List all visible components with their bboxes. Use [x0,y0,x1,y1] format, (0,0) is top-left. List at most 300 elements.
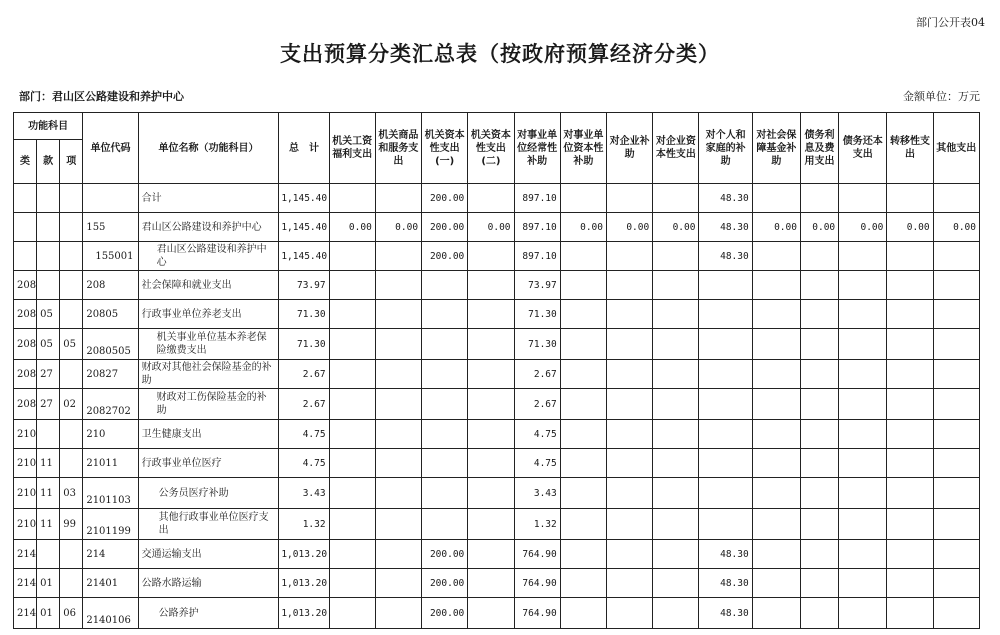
amount-cell [468,509,514,540]
amount-cell [468,389,514,420]
kuan-cell [37,213,60,242]
table-row [14,420,980,449]
amount-cell [329,540,375,569]
amount-cell [606,540,652,569]
xiang-cell [60,569,83,598]
kuan-cell: 11 [37,478,60,509]
amount-cell [933,449,979,478]
amount-cell [800,300,838,329]
amount-cell [375,329,421,360]
xiang-cell: 99 [60,509,83,540]
header-col: 对企业资本性支出 [653,113,699,184]
unit-name-cell: 公路养护 [138,598,279,629]
amount-cell [606,360,652,389]
header-col: 对个人和家庭的补助 [699,113,752,184]
unit-name-cell: 机关事业单位基本养老保险缴费支出 [138,329,279,360]
kuan-cell: 05 [37,300,60,329]
amount-cell [653,598,699,629]
amount-cell [422,329,468,360]
unit-name-cell: 财政对其他社会保险基金的补助 [138,360,279,389]
header-lei: 类 [14,140,37,184]
amount-cell [653,271,699,300]
header-col: 转移性支出 [887,113,933,184]
header-col: 机关资本性支出(二) [468,113,514,184]
xiang-cell [60,540,83,569]
total-cell: 1,013.20 [279,569,329,598]
amount-cell [933,300,979,329]
kuan-cell: 11 [37,509,60,540]
amount-cell [653,449,699,478]
amount-cell [468,300,514,329]
amount-cell: 4.75 [514,449,560,478]
header-col: 机关资本性支出(一) [422,113,468,184]
amount-cell [606,329,652,360]
amount-cell [752,389,800,420]
amount-cell [887,329,933,360]
amount-cell [699,360,752,389]
unit-name-cell: 公务员医疗补助 [138,478,279,509]
amount-cell [933,360,979,389]
xiang-cell [60,213,83,242]
table-row [14,598,980,629]
amount-cell [839,540,887,569]
amount-cell [887,598,933,629]
amount-cell [699,420,752,449]
amount-cell [468,540,514,569]
unit-name-cell: 行政事业单位养老支出 [138,300,279,329]
amount-cell [329,271,375,300]
table-row [14,540,980,569]
total-cell: 1,013.20 [279,598,329,629]
amount-cell [839,478,887,509]
amount-cell [606,242,652,271]
amount-cell: 3.43 [514,478,560,509]
total-cell: 73.97 [279,271,329,300]
amount-cell [933,389,979,420]
amount-cell [887,478,933,509]
amount-cell: 0.00 [606,213,652,242]
amount-cell [933,329,979,360]
unit-name-cell: 君山区公路建设和养护中心 [138,213,279,242]
amount-cell [606,271,652,300]
kuan-cell [37,184,60,213]
kuan-cell: 05 [37,329,60,360]
table-row [14,213,980,242]
amount-cell [329,242,375,271]
amount-cell [800,360,838,389]
amount-cell [468,360,514,389]
amount-cell [375,271,421,300]
amount-cell [752,449,800,478]
lei-cell [14,242,37,271]
unit-name-cell: 财政对工伤保险基金的补助 [138,389,279,420]
amount-cell [887,449,933,478]
amount-cell [606,300,652,329]
amount-cell [375,184,421,213]
amount-cell: 200.00 [422,242,468,271]
amount-cell [752,420,800,449]
header-col: 对企业补助 [606,113,652,184]
amount-cell [329,449,375,478]
total-cell: 71.30 [279,300,329,329]
lei-cell: 210 [14,420,37,449]
header-col: 其他支出 [933,113,979,184]
unit-name-cell: 行政事业单位医疗 [138,449,279,478]
amount-cell: 0.00 [887,213,933,242]
amount-cell [560,449,606,478]
amount-cell [606,420,652,449]
amount-cell [468,242,514,271]
amount-cell [839,329,887,360]
xiang-cell [60,242,83,271]
amount-cell [560,329,606,360]
amount-cell [699,300,752,329]
amount-cell [699,478,752,509]
amount-cell [653,509,699,540]
amount-cell [933,569,979,598]
amount-cell [468,271,514,300]
amount-cell [752,598,800,629]
amount-cell [653,420,699,449]
amount-cell [933,540,979,569]
kuan-cell: 01 [37,569,60,598]
amount-cell [839,569,887,598]
total-cell: 2.67 [279,360,329,389]
amount-cell [887,420,933,449]
kuan-cell: 27 [37,360,60,389]
amount-cell: 71.30 [514,300,560,329]
amount-cell: 200.00 [422,213,468,242]
amount-cell: 0.00 [653,213,699,242]
amount-cell [560,300,606,329]
total-cell: 3.43 [279,478,329,509]
amount-cell [800,242,838,271]
amount-cell: 48.30 [699,213,752,242]
lei-cell: 214 [14,569,37,598]
lei-cell: 208 [14,300,37,329]
amount-cell: 764.90 [514,540,560,569]
amount-cell [887,389,933,420]
amount-cell: 200.00 [422,598,468,629]
lei-cell [14,213,37,242]
unit-name-cell: 君山区公路建设和养护中心 [138,242,279,271]
unit-name-cell: 社会保障和就业支出 [138,271,279,300]
table-row [14,360,980,389]
amount-cell [375,509,421,540]
amount-cell [653,389,699,420]
header-total: 总 计 [279,113,329,184]
table-row [14,389,980,420]
amount-cell: 48.30 [699,540,752,569]
header-col: 对事业单位经常性补助 [514,113,560,184]
amount-cell [839,389,887,420]
amount-cell [375,360,421,389]
amount-cell [375,389,421,420]
amount-cell [800,184,838,213]
amount-cell [329,329,375,360]
amount-cell [933,271,979,300]
amount-cell: 0.00 [560,213,606,242]
form-code: 部门公开表04 [916,16,985,29]
header-func-group: 功能科目 [14,113,83,140]
amount-cell [606,598,652,629]
amount-cell [752,329,800,360]
xiang-cell: 05 [60,329,83,360]
xiang-cell [60,300,83,329]
amount-cell: 897.10 [514,213,560,242]
amount-cell [699,329,752,360]
amount-cell [752,271,800,300]
xiang-cell: 02 [60,389,83,420]
amount-cell: 764.90 [514,569,560,598]
unit-code-cell: 2101103 [83,478,138,509]
amount-cell [752,569,800,598]
unit-code-cell: 155 [83,213,138,242]
unit-code-cell: 2080505 [83,329,138,360]
amount-cell [606,389,652,420]
amount-cell [329,360,375,389]
table-row [14,329,980,360]
unit-code-cell: 21011 [83,449,138,478]
amount-cell [329,478,375,509]
amount-cell [887,300,933,329]
unit-code-cell [83,184,138,213]
amount-cell [560,540,606,569]
amount-cell [468,478,514,509]
amount-cell [375,449,421,478]
amount-cell [468,569,514,598]
amount-cell [653,329,699,360]
total-cell: 2.67 [279,389,329,420]
amount-cell [699,509,752,540]
amount-cell [933,509,979,540]
xiang-cell [60,449,83,478]
amount-cell: 2.67 [514,360,560,389]
xiang-cell [60,420,83,449]
total-cell: 4.75 [279,449,329,478]
amount-unit-label: 金额单位：万元 [903,90,980,103]
amount-cell [375,300,421,329]
kuan-cell [37,420,60,449]
amount-cell [422,300,468,329]
lei-cell [14,184,37,213]
amount-cell [329,300,375,329]
amount-cell [606,184,652,213]
amount-cell [468,449,514,478]
unit-name-cell: 卫生健康支出 [138,420,279,449]
table-row [14,569,980,598]
amount-cell [468,598,514,629]
table-row [14,300,980,329]
lei-cell: 210 [14,449,37,478]
page-title: 支出预算分类汇总表（按政府预算经济分类） [280,42,720,66]
amount-cell: 0.00 [375,213,421,242]
amount-cell: 48.30 [699,184,752,213]
lei-cell: 208 [14,329,37,360]
amount-cell [800,509,838,540]
amount-cell [800,449,838,478]
amount-cell: 0.00 [933,213,979,242]
amount-cell [800,389,838,420]
amount-cell [839,271,887,300]
kuan-cell: 11 [37,449,60,478]
total-cell: 1,145.40 [279,184,329,213]
unit-code-cell: 20805 [83,300,138,329]
unit-code-cell: 214 [83,540,138,569]
lei-cell: 210 [14,509,37,540]
total-cell: 1,145.40 [279,242,329,271]
amount-cell [422,271,468,300]
amount-cell: 0.00 [839,213,887,242]
lei-cell: 208 [14,360,37,389]
amount-cell [752,540,800,569]
amount-cell [422,478,468,509]
amount-cell [422,420,468,449]
amount-cell [933,242,979,271]
unit-name-cell: 其他行政事业单位医疗支出 [138,509,279,540]
amount-cell [375,540,421,569]
amount-cell [468,329,514,360]
amount-cell [560,420,606,449]
amount-cell [560,509,606,540]
lei-cell: 210 [14,478,37,509]
amount-cell [329,184,375,213]
amount-cell [752,509,800,540]
amount-cell [839,184,887,213]
amount-cell [329,389,375,420]
amount-cell [329,509,375,540]
table-row [14,478,980,509]
kuan-cell [37,540,60,569]
amount-cell: 0.00 [468,213,514,242]
table-row [14,271,980,300]
amount-cell [653,478,699,509]
amount-cell: 48.30 [699,569,752,598]
amount-cell [375,598,421,629]
unit-code-cell: 21401 [83,569,138,598]
amount-cell [606,569,652,598]
amount-cell: 200.00 [422,540,468,569]
amount-cell: 1.32 [514,509,560,540]
unit-name-cell: 交通运输支出 [138,540,279,569]
amount-cell [606,509,652,540]
xiang-cell [60,271,83,300]
amount-cell [839,300,887,329]
amount-cell [653,300,699,329]
amount-cell [887,540,933,569]
header-col: 机关商品和服务支出 [375,113,421,184]
amount-cell [839,509,887,540]
amount-cell [887,569,933,598]
amount-cell [653,360,699,389]
header-kuan: 款 [37,140,60,184]
amount-cell [752,300,800,329]
amount-cell: 73.97 [514,271,560,300]
total-cell: 4.75 [279,420,329,449]
xiang-cell: 03 [60,478,83,509]
amount-cell [887,242,933,271]
amount-cell [800,329,838,360]
amount-cell: 897.10 [514,184,560,213]
unit-code-cell: 20827 [83,360,138,389]
amount-cell [699,449,752,478]
amount-cell [606,478,652,509]
amount-cell [752,478,800,509]
amount-cell [422,449,468,478]
amount-cell: 48.30 [699,598,752,629]
total-cell: 71.30 [279,329,329,360]
table-body [14,184,980,629]
lei-cell: 214 [14,598,37,629]
amount-cell [933,420,979,449]
kuan-cell [37,271,60,300]
amount-cell: 48.30 [699,242,752,271]
amount-cell [887,184,933,213]
budget-summary-table [13,112,980,629]
unit-code-cell: 2140106 [83,598,138,629]
amount-cell [839,420,887,449]
amount-cell [699,389,752,420]
kuan-cell: 01 [37,598,60,629]
header-unit-name: 单位名称（功能科目） [138,113,279,184]
amount-cell [800,569,838,598]
total-cell: 1.32 [279,509,329,540]
amount-cell [752,242,800,271]
amount-cell [839,242,887,271]
amount-cell: 0.00 [800,213,838,242]
amount-cell [329,569,375,598]
amount-cell [329,420,375,449]
amount-cell: 764.90 [514,598,560,629]
lei-cell: 208 [14,389,37,420]
amount-cell [560,360,606,389]
amount-cell: 2.67 [514,389,560,420]
amount-cell [375,478,421,509]
amount-cell: 0.00 [752,213,800,242]
amount-cell [422,389,468,420]
amount-cell: 4.75 [514,420,560,449]
header-col: 机关工资福利支出 [329,113,375,184]
amount-cell [800,271,838,300]
xiang-cell [60,360,83,389]
department-label: 部门：君山区公路建设和养护中心 [19,90,184,103]
amount-cell: 0.00 [329,213,375,242]
amount-cell [839,598,887,629]
amount-cell [560,184,606,213]
header-col: 对社会保障基金补助 [752,113,800,184]
header-col: 债务利息及费用支出 [800,113,838,184]
table-header [14,113,980,184]
amount-cell [800,478,838,509]
unit-name-cell: 公路水路运输 [138,569,279,598]
amount-cell [933,478,979,509]
unit-code-cell: 2082702 [83,389,138,420]
amount-cell [653,569,699,598]
unit-code-cell: 210 [83,420,138,449]
unit-name-cell: 合计 [138,184,279,213]
amount-cell [887,360,933,389]
unit-code-cell: 208 [83,271,138,300]
amount-cell [839,360,887,389]
header-unit-code: 单位代码 [83,113,138,184]
amount-cell [422,360,468,389]
amount-cell [933,598,979,629]
amount-cell [800,420,838,449]
amount-cell [560,389,606,420]
amount-cell [560,242,606,271]
amount-cell [839,449,887,478]
amount-cell [752,184,800,213]
